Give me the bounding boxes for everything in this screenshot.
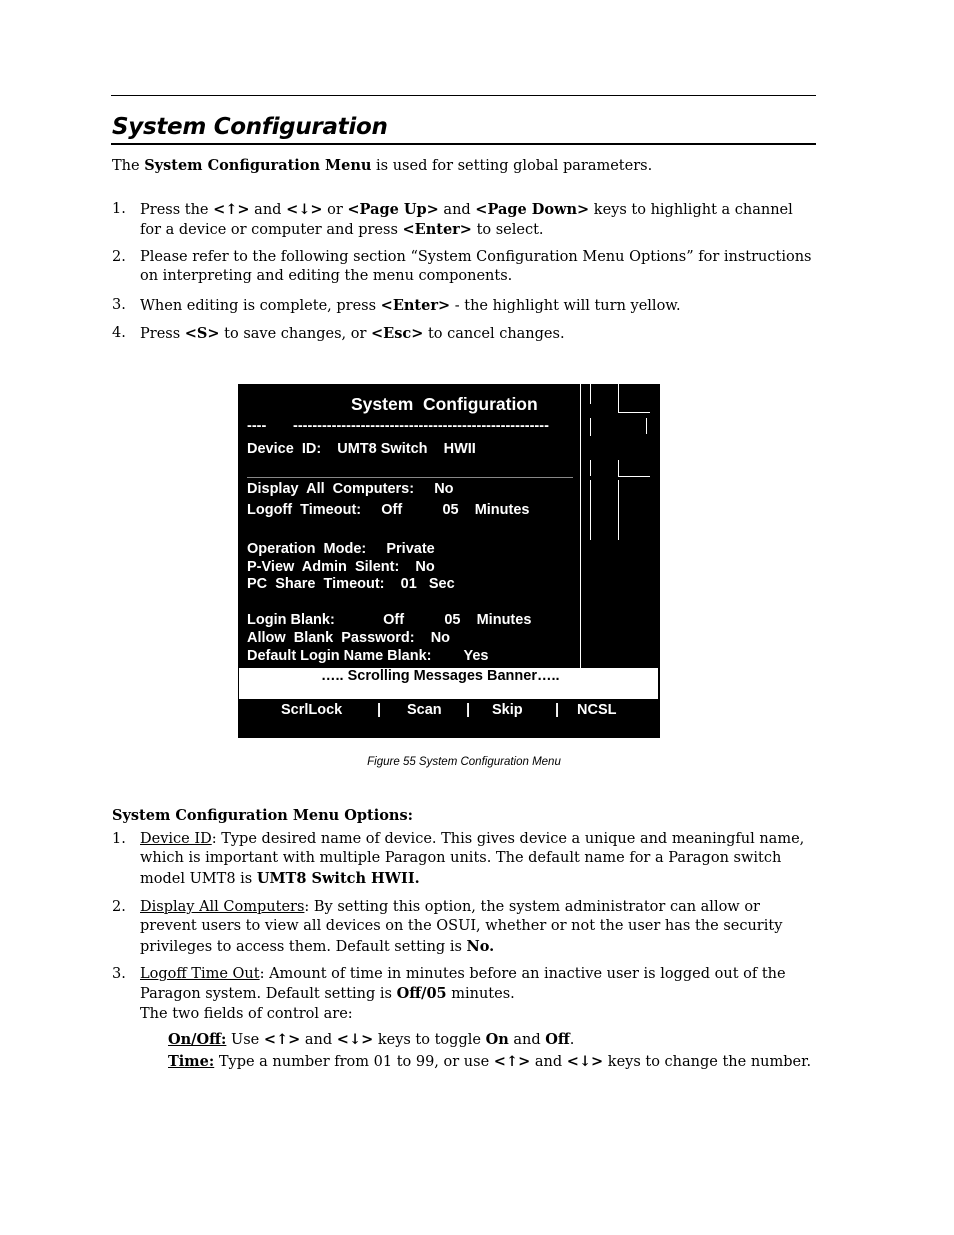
panel-line <box>590 384 591 404</box>
option-text <box>140 965 817 1005</box>
text-run: Use <box>226 1032 264 1048</box>
intro-post: is used for setting global parameters. <box>371 158 653 174</box>
text-run: Press the <box>140 202 214 218</box>
panel-line <box>618 412 650 413</box>
step-text <box>140 324 817 344</box>
text-run: Type a number from 01 to 99, or use <box>214 1054 494 1070</box>
text-run: <Enter> <box>380 297 451 314</box>
step-1 <box>112 200 817 241</box>
panel-line <box>590 460 591 476</box>
text-run: On/Off: <box>168 1031 227 1048</box>
control-time <box>168 1052 811 1072</box>
text-run: <↓> <box>336 1031 374 1048</box>
text-run: On <box>485 1031 509 1048</box>
login-blank-field[interactable]: Login Blank: Off 05 Minutes <box>247 612 532 628</box>
step-number: 4. <box>112 325 126 341</box>
option-1 <box>112 830 817 889</box>
text-run: Press <box>140 326 185 342</box>
panel-line <box>618 384 619 412</box>
title-rule <box>111 143 816 145</box>
option-number: 2. <box>112 899 126 915</box>
text-run: to select. <box>471 222 544 239</box>
text-run: <Esc> <box>371 325 424 342</box>
allow-blank-password-field[interactable]: Allow Blank Password: No <box>247 630 451 646</box>
option-text <box>140 830 817 889</box>
panel-edge <box>580 384 581 668</box>
footer-separator: | <box>377 702 382 718</box>
device-id-field[interactable]: Device ID: UMT8 Switch HWII <box>247 441 476 457</box>
option-text <box>140 898 817 957</box>
text-run: Device ID <box>140 831 212 847</box>
text-run: and <box>530 1054 567 1070</box>
option-number: 3. <box>112 966 126 982</box>
text-run: or <box>322 202 348 218</box>
text-run: No. <box>466 937 495 955</box>
text-run: keys to toggle <box>373 1032 486 1048</box>
text-run: and <box>300 1032 337 1048</box>
option-extra-text: The two fields of control are: <box>140 1005 353 1022</box>
step-text <box>140 200 817 241</box>
text-run: - the highlight will turn yellow. <box>450 298 681 314</box>
text-run: <↑> <box>493 1053 531 1070</box>
text-run: When editing is complete, press <box>140 298 381 314</box>
footer-separator: | <box>466 702 471 718</box>
text-run: Please refer to the following section “System Configuration Menu Options” for instructions on interpreting and editing the menu components. <box>140 249 812 285</box>
logoff-timeout-field[interactable]: Logoff Timeout: Off 05 Minutes <box>247 502 530 518</box>
text-run: Off <box>545 1031 570 1048</box>
scrolling-messages-banner <box>239 668 658 699</box>
ncsl-key[interactable]: NCSL <box>577 702 617 718</box>
display-all-computers-field[interactable]: Display All Computers: No <box>247 481 454 497</box>
panel-line <box>646 418 647 434</box>
panel-line <box>618 476 650 477</box>
step-3 <box>112 296 817 316</box>
text-run: Off/05 <box>396 985 447 1003</box>
panel-line <box>618 460 619 476</box>
text-run: Display All Computers <box>140 899 305 915</box>
text-run: and <box>508 1032 546 1048</box>
system-configuration-screen <box>238 384 660 738</box>
option-number: 1. <box>112 831 126 847</box>
text-run: <↓> <box>286 201 323 218</box>
intro-pre: The <box>112 158 145 174</box>
step-number: 1. <box>112 201 126 217</box>
intro-bold: System Configuration Menu <box>144 157 372 174</box>
step-2 <box>112 248 817 287</box>
intro-paragraph <box>112 156 817 176</box>
step-text <box>140 296 817 316</box>
operation-mode-field[interactable]: Operation Mode: Private <box>247 541 435 557</box>
screen-dashes-long: ----------------------------------------------------- <box>293 418 549 434</box>
panel-line <box>618 480 619 540</box>
control-on-off <box>168 1030 574 1050</box>
text-run: minutes. <box>446 986 515 1003</box>
panel-line <box>590 480 591 540</box>
text-run: and <box>438 202 476 218</box>
scan-key[interactable]: Scan <box>407 702 442 718</box>
text-run: : By setting this option, the system administrator can allow or prevent users to view all devices on the OSUI, whether or not the user has the security privileges to access them. Default setting is <box>140 899 783 955</box>
figure-caption: Figure 55 System Configuration Menu <box>367 756 561 768</box>
screen-dashes-short: ---- <box>247 418 267 434</box>
screen-title: System Configuration <box>351 394 538 414</box>
text-run: UMT8 Switch HWII. <box>256 869 420 887</box>
text-run: Logoff Time Out <box>140 966 260 982</box>
header-rule <box>111 95 816 96</box>
screen-divider <box>247 477 573 478</box>
text-run: <↑> <box>263 1031 301 1048</box>
text-run: keys to change the number. <box>603 1054 812 1070</box>
text-run: <Page Up> <box>347 201 439 218</box>
step-number: 3. <box>112 297 126 313</box>
text-run: keys to highlight a channel for a device or computer and press <box>140 202 793 239</box>
text-run: <↑> <box>213 201 250 218</box>
step-number: 2. <box>112 249 126 265</box>
pview-admin-silent-field[interactable]: P-View Admin Silent: No <box>247 559 435 575</box>
options-heading <box>112 806 817 826</box>
panel-line <box>590 418 591 436</box>
text-run: Time: <box>168 1053 215 1070</box>
option-2 <box>112 898 817 957</box>
page-title: System Configuration <box>112 114 388 140</box>
step-text <box>140 248 817 287</box>
text-run: <Enter> <box>402 221 472 239</box>
text-run: to save changes, or <box>219 326 372 342</box>
scrllock-key[interactable]: ScrlLock <box>281 702 343 718</box>
text-run: : Type desired name of device. This gives device a unique and meaningful name, which is important with multiple Paragon units. The default name for a Paragon switch model UMT8 is <box>140 831 805 887</box>
text-run: <S> <box>184 325 220 342</box>
text-run: . <box>569 1032 575 1048</box>
banner-text: ….. Scrolling Messages Banner….. <box>321 668 560 684</box>
text-run: <↓> <box>566 1053 604 1070</box>
text-run: : Amount of time in minutes before an inactive user is logged out of the Paragon system. Default setting is <box>140 966 786 1003</box>
step-4 <box>112 324 817 344</box>
skip-key[interactable]: Skip <box>492 702 523 718</box>
text-run: <Page Down> <box>475 201 590 218</box>
option-3 <box>112 965 817 1024</box>
options-heading-text: System Configuration Menu Options: <box>112 807 413 824</box>
pc-share-timeout-field[interactable]: PC Share Timeout: 01 Sec <box>247 576 455 592</box>
footer-separator: | <box>555 702 560 718</box>
text-run: and <box>249 202 287 218</box>
text-run: to cancel changes. <box>423 326 565 342</box>
default-login-name-blank-field[interactable]: Default Login Name Blank: Yes <box>247 648 489 664</box>
